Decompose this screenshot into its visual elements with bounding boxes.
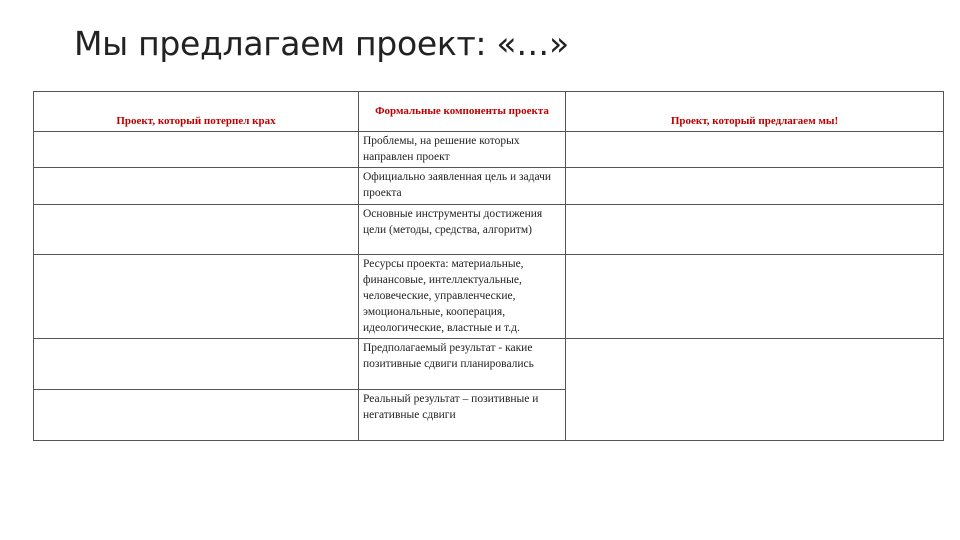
- table-row: [34, 168, 944, 205]
- proposed-project-cell[interactable]: [566, 168, 944, 205]
- proposed-project-cell[interactable]: [566, 255, 944, 339]
- component-cell: Реальный результат – позитивные и негативные сдвиги: [359, 390, 566, 441]
- proposed-project-cell[interactable]: [566, 132, 944, 168]
- component-cell: Предполагаемый результат - какие позитивные сдвиги планировались: [359, 339, 566, 390]
- component-cell: Проблемы, на решение которых направлен проект: [359, 132, 566, 168]
- table-header-row: [34, 92, 944, 132]
- component-cell: Официально заявленная цель и задачи проекта: [359, 168, 566, 205]
- slide-title: Мы предлагаем проект: «…»: [74, 24, 569, 63]
- table-row: [34, 339, 944, 390]
- failed-project-cell[interactable]: [34, 205, 359, 255]
- failed-project-cell[interactable]: [34, 255, 359, 339]
- table-row: [34, 132, 944, 168]
- proposed-project-cell[interactable]: [566, 205, 944, 255]
- failed-project-cell[interactable]: [34, 132, 359, 168]
- proposed-project-cell[interactable]: [566, 339, 944, 441]
- header-components: Формальные компоненты проекта: [359, 92, 566, 132]
- failed-project-cell[interactable]: [34, 339, 359, 390]
- component-cell: Ресурсы проекта: материальные, финансовые, интеллектуальные, человеческие, управленческие, эмоциональные, кооперация, идеологические, властные и т.д.: [359, 255, 566, 339]
- component-cell: Основные инструменты достижения цели (методы, средства, алгоритм): [359, 205, 566, 255]
- header-proposed-project: Проект, который предлагаем мы!: [566, 92, 944, 132]
- header-failed-project: Проект, который потерпел крах: [34, 92, 359, 132]
- comparison-table: [33, 91, 944, 441]
- failed-project-cell[interactable]: [34, 390, 359, 441]
- failed-project-cell[interactable]: [34, 168, 359, 205]
- table-row: [34, 205, 944, 255]
- table-row: [34, 255, 944, 339]
